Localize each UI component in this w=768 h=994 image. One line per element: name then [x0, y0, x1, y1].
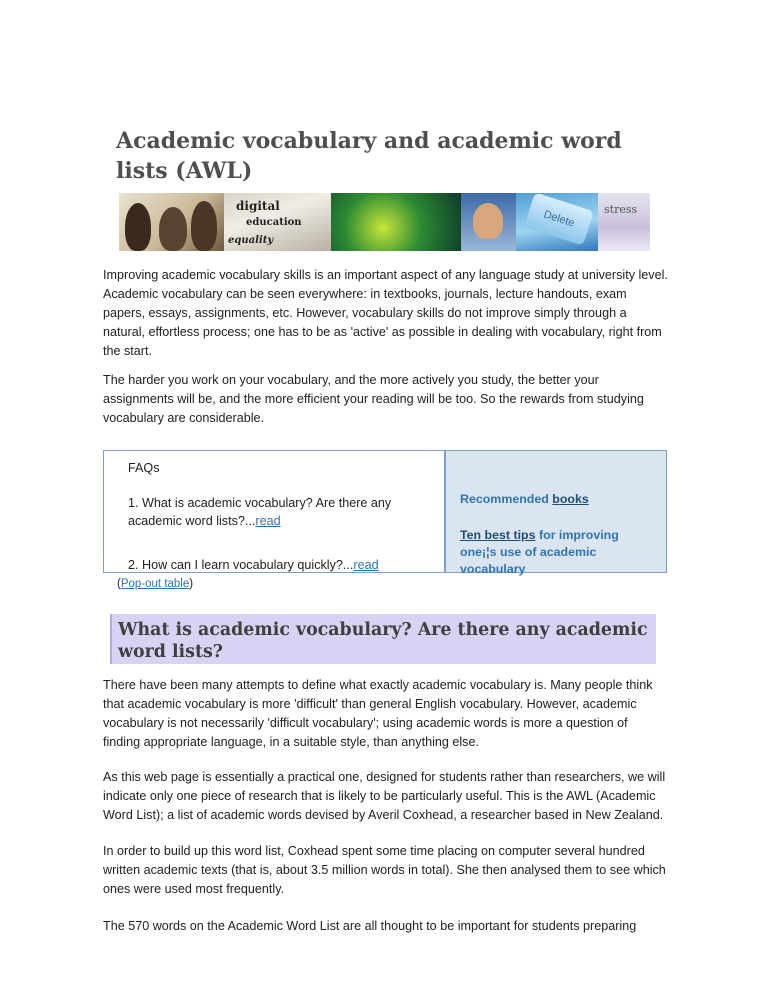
faq-heading: FAQs	[128, 461, 160, 475]
faq-table	[103, 450, 667, 576]
faq-column	[104, 451, 444, 572]
banner-word-digital: digital	[236, 199, 280, 213]
recommended-books	[460, 491, 656, 508]
section-paragraph-4: The 570 words on the Academic Word List are all thought to be important for students preparing	[103, 919, 637, 933]
faq-item-2-read-link[interactable]: read	[353, 558, 379, 572]
banner-photo-stress	[598, 193, 650, 251]
intro-paragraph-1: Improving academic vocabulary skills is an important aspect of any language study at university level. Academic vocabulary can be seen everywhere: in textbooks, journals, lecture handouts, exam papers, essays, assignments, etc. However, vocabulary skills do not improve simply through a natural, effortless process; one has to be as 'active' as possible in dealing with vocabulary, right from the start.	[103, 268, 668, 358]
recommended-prefix: Recommended	[460, 492, 549, 506]
banner-photo-delete-key	[516, 193, 598, 251]
banner-words-collage	[224, 193, 331, 251]
intro-paragraph-2: The harder you work on your vocabulary, and the more actively you study, the better your assignments will be, and the more efficient your reading will be too. So the rewards from studying vocabulary are considerable.	[103, 373, 644, 425]
banner-photo-green-abstract	[331, 193, 461, 251]
banner-word-education: education	[246, 217, 302, 228]
section-paragraph-1: There have been many attempts to define what exactly academic vocabulary is. Many people think that academic vocabulary is more 'difficult' than general English vocabulary. However, academic vocabulary is not necessarily 'difficult vocabulary'; using academic words is more a question of finding appropriate language, in a suitable style, than anything else.	[103, 678, 653, 749]
books-link[interactable]: books	[552, 492, 589, 506]
section-paragraph-3: In order to build up this word list, Coxhead spent some time placing on computer several hundred written academic texts (that is, about 3.5 million words in total). She then analysed them to see which ones were used most frequently.	[103, 844, 666, 896]
faq-item-1	[128, 494, 444, 530]
banner-word-stress: stress	[604, 203, 638, 216]
resources-column	[444, 451, 666, 576]
tips-rest-text: for improving one¡¦s use of academic vocabulary	[460, 528, 619, 576]
section-heading: What is academic vocabulary? Are there any academic word lists?	[110, 614, 656, 664]
popout-table-link[interactable]: Pop-out table	[120, 578, 190, 590]
faq-item-2	[128, 556, 444, 574]
section-paragraph-2: As this web page is essentially a practical one, designed for students rather than researchers, we will indicate only one piece of research that is likely to be particularly useful. This is the AWL (Academic Word List); a list of academic words devised by Averil Coxhead, a researcher based in New Zealand.	[103, 770, 666, 822]
banner-photo-businessman	[461, 193, 516, 251]
faq-item-1-text: 1. What is academic vocabulary? Are there any academic word lists?...	[128, 496, 392, 528]
faq-item-2-text: 2. How can I learn vocabulary quickly?...	[128, 558, 354, 572]
banner-word-equality: equality	[228, 235, 274, 246]
ten-best-tips	[460, 527, 656, 578]
header-banner-image	[119, 193, 650, 251]
ten-best-tips-link[interactable]: Ten best tips	[460, 528, 536, 542]
faq-item-1-read-link[interactable]: read	[255, 514, 281, 528]
page-title: Academic vocabulary and academic word lists (AWL)	[116, 128, 622, 184]
banner-photo-students	[119, 193, 224, 251]
delete-key-icon: Delete	[524, 193, 594, 246]
popout-table: (Pop-out table)	[117, 578, 194, 590]
